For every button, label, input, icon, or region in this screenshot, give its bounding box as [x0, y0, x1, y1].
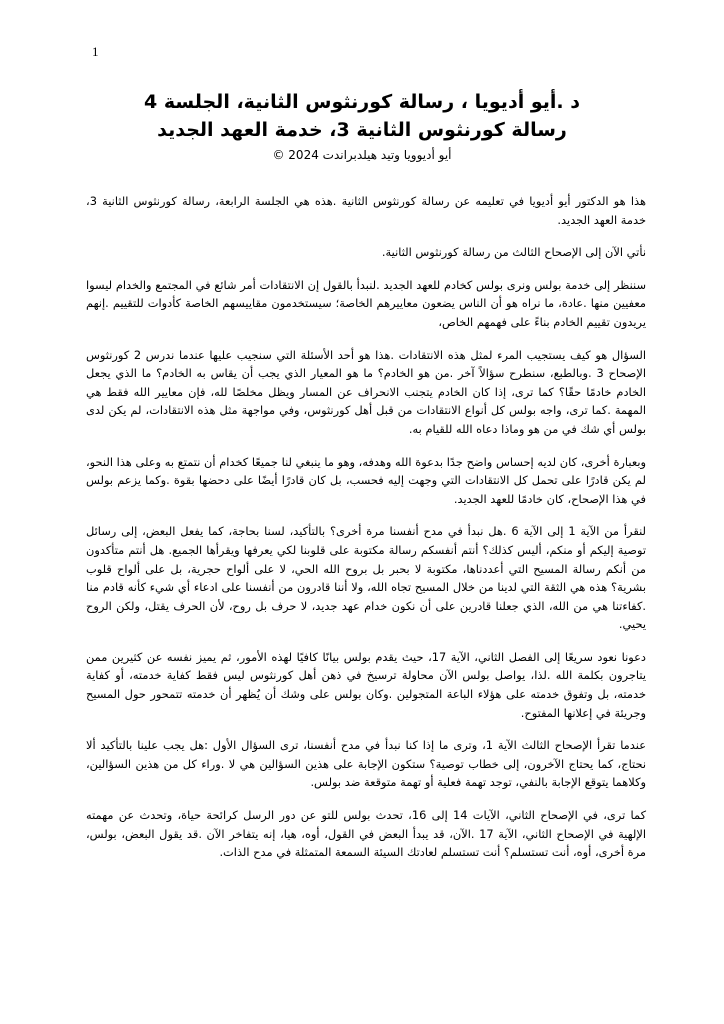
paragraph: نأتي الآن إلى الإصحاح الثالث من رسالة كورنثوس الثانية. — [381, 245, 646, 260]
paragraph: وبعبارة أخرى، كان لديه إحساس واضح جدًا بدعوة الله وهدفه، وهو ما ينبغي لنا جميعًا كخدام أن نتمتع به وعلى هذا النحو، لم يكن قادرًا على تحمل كل الانتقادات التي وجهت إليه فحسب، بل كان قادرًا أيضًا على دحضها بقوة .وكما يزعم بولس في هذا الإصحاح، كان خادمًا للعهد الجديد. — [86, 454, 646, 506]
copyright-line: © 2024 أيو أديوويا وتيد هيلدبراندت — [272, 148, 452, 162]
paragraph: لنقرأ من الآية 1 إلى الآية 6 .هل نبدأ في مدح أنفسنا مرة أخرى؟ بالتأكيد، لسنا بحاجة، كما يفعل البعض، إلى رسائل توصية إليكم أو منكم، أليس كذلك؟ أنتم أنفسكم رسالة مكتوبة على قلوبنا لكي يعرفها ويقرأها الجميع. هل أنتم متأكدون من أنكم رسالة المسيح التي أعددناها، مكتوبة لا بحبر بل بروح الله الحي، لا على ألواح حجرية، بل على ألواح قلوب بشرية؟ هذه هي الثقة التي لدينا من خلال المسيح تجاه الله، ولا أننا قادرون من أنفسنا على ادعاء أي شيء كأنه قادم منا .كفاءتنا هي من الله، الذي جعلنا قادرين على أن نكون خدام عهد جديد، لا حرف بل روح، لأن الحرف يقتل، ولكن الروح يحيي. — [86, 524, 646, 632]
page-number: 1 — [92, 44, 99, 59]
document-title — [60, 88, 664, 164]
title-line-2: رسالة كورنثوس الثانية 3، خدمة العهد الجديد — [157, 119, 567, 141]
paragraph: سننظر إلى خدمة بولس ونرى بولس كخادم للعهد الجديد .لنبدأ بالقول إن الانتقادات أمر شائع في المجتمع والخدام ليسوا معفيين منها .عادة، ما نراه هو أن الناس يضعون معاييرهم الخاصة؛ سيستخدمون مقاييسهم الخاصة كأدوات للتقييم .إنهم يريدون تقييم الخادم بناءً على فهمهم الخاص، — [86, 277, 646, 329]
title-line-1: د .أيو أديويا ، رسالة كورنثوس الثانية، الجلسة 4 — [144, 91, 580, 113]
document-body — [86, 192, 646, 876]
paragraph: السؤال هو كيف يستجيب المرء لمثل هذه الانتقادات .هذا هو أحد الأسئلة التي سنجيب عليها عندما ندرس 2 كورنثوس الإصحاح 3 .وبالطبع، سنطرح سؤالاً آخر .من هو الخادم؟ ما هو المعيار الذي يجب أن يقاس به الخادم؟ ما الذي يجعل الخادم خادمًا حقًا؟ كما ترى، إذا كان الخادم يتجنب الانحراف عن المسار ويظل مخلصًا لله، فإن معايير الله فقط هي المهمة .كما ترى، واجه بولس كل أنواع الانتقادات من قبل أهل كورنثوس، وفي مواجهة مثل هذه الانتقادات، لم يكن لدى بولس أي شك في من هو وماذا دعاه الله للقيام به. — [86, 347, 646, 436]
paragraph: دعونا نعود سريعًا إلى الفصل الثاني، الآية 17، حيث يقدم بولس بيانًا كافيًا لهذه الأمور، ثم يميز نفسه عن كثيرين ممن يتاجرون بكلمة الله .لذا، يواصل بولس الآن محاولة ترسيخ في ذهن أهل كورنثوس ليس فقط كفاية خدمته، أو كفاية خدمته، بل وتفوق خدمته على هؤلاء الباعة المتجولين .وكان بولس على وشك أن يُظهر أن خدمته تتمحور حول المسيح وجريئة في إعلانها المفتوح. — [86, 649, 646, 720]
paragraph: هذا هو الدكتور أيو أديويا في تعليمه عن رسالة كورنثوس الثانية .هذه هي الجلسة الرابعة، رسالة كورنثوس الثانية 3، خدمة العهد الجديد. — [86, 194, 646, 227]
paragraph: كما ترى، في الإصحاح الثاني، الآيات 14 إلى 16، تحدث بولس للتو عن دور الرسل كرائحة حياة، وتحدث عن مهمته الإلهية في الإصحاح الثاني، الآية 17 .الآن، قد يبدأ البعض في القول، أوه، هيا، إنه يتفاخر الآن .قد يقول البعض، بولس، مرة أخرى، أوه، أنت تستسلم؟ أنت تستسلم لعادتك السيئة السمعة المتمثلة في مدح الذات. — [86, 808, 646, 860]
paragraph: عندما تقرأ الإصحاح الثالث الآية 1، وترى ما إذا كنا نبدأ في مدح أنفسنا، ترى السؤال الأول :هل يجب علينا بالتأكيد ألا نحتاج، كما يحتاج الآخرون، إلى خطاب توصية؟ ستكون الإجابة على هذين السؤالين هي لا .وراء كل من هذين السؤالين، وكلاهما يتوقع الإجابة بالنفي، توجد تهمة فعلية أو تهمة متوقعة ضد بولس. — [86, 738, 646, 790]
